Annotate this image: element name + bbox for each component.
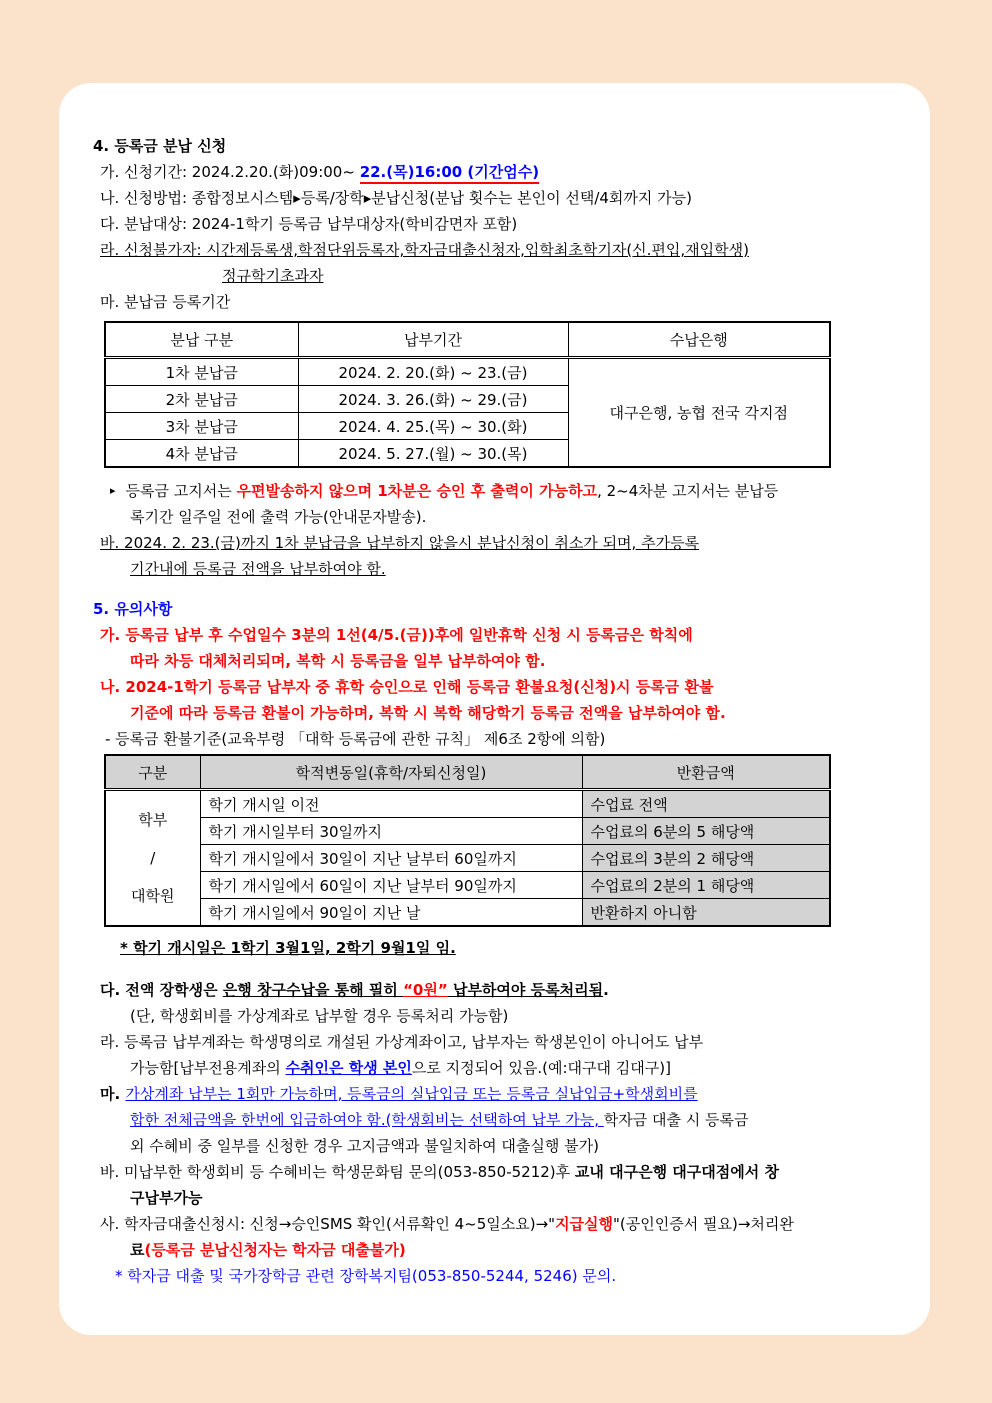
s5-item-loan-2 xyxy=(130,1237,906,1263)
s5-item-leave-1: 가. 등록금 납부 후 수업일수 3분의 1선(4/5.(금))후에 일반휴학 신청 시 등록금은 학칙에 xyxy=(100,626,693,644)
table1-cell-period: 2024. 4. 25.(목) ~ 30.(화) xyxy=(298,413,568,440)
s5-da-pre: 다. 전액 장학생은 xyxy=(100,981,223,999)
s5-item-scholarship-cont: (단, 학생회비를 가상계좌로 납부할 경우 등록처리 가능함) xyxy=(130,1007,509,1025)
table2-group-line: / xyxy=(150,849,156,867)
table-row xyxy=(105,818,830,845)
s5-item-leave-2: 따라 차등 대체처리되며, 복학 시 등록금을 일부 납부하여야 함. xyxy=(130,652,546,670)
table1-cell-period: 2024. 3. 26.(화) ~ 29.(금) xyxy=(298,386,568,413)
s5-item-account-1: 라. 등록금 납부계좌는 학생명의로 개설된 가상계좌이고, 납부자는 학생본인이 아니어도 납부 xyxy=(100,1033,704,1051)
table-row xyxy=(105,845,830,872)
s5-refund-rule-reference: - 등록금 환불기준(교육부령 「대학 등록금에 관한 규칙」 제6조 2항에 의함) xyxy=(105,730,606,748)
s4-item-target: 다. 분납대상: 2024-1학기 등록금 납부대상자(학비감면자 포함) xyxy=(100,215,518,233)
table2-cell-amount: 수업료 전액 xyxy=(582,790,830,818)
s5-item-refund-1: 나. 2024-1학기 등록금 납부자 중 휴학 승인으로 인해 등록금 환불요청(신청)시 등록금 환불 xyxy=(100,678,714,696)
table2-cell-date: 학기 개시일에서 90일이 지난 날 xyxy=(200,899,582,927)
s5-ra2-pre: 가능함[납부전용계좌의 xyxy=(130,1059,286,1077)
table2-cell-date: 학기 개시일 이전 xyxy=(200,790,582,818)
note-cancellation xyxy=(100,530,906,556)
note-cancellation-text: 바. 2024. 2. 23.(금)까지 1차 분납금을 납부하지 않을시 분납신청이 취소가 되며, 추가등록 xyxy=(100,534,700,552)
s5-da-period: . xyxy=(603,981,609,999)
s5-item-virtual-account-3: 외 수혜비 중 일부를 신청한 경우 고지금액과 불일치하여 대출실행 불가) xyxy=(130,1137,599,1155)
s4-item-not-allowed xyxy=(100,237,906,263)
installment-schedule-table xyxy=(104,321,831,468)
s5-da-underline2: 납부하여야 등록처리됨 xyxy=(447,981,604,999)
triangle-bullet-icon: ▸ xyxy=(110,484,116,497)
s5-ra2-payee: 수취인은 학생 본인 xyxy=(285,1059,412,1077)
table1-cell-division: 2차 분납금 xyxy=(105,386,298,413)
s4-ra-text: 라. 신청불가자: 시간제등록생,학점단위등록자,학자금대출신청자,입학최초학기자(신.편입,재입학생) xyxy=(100,241,749,259)
table1-header-bank: 수납은행 xyxy=(568,322,830,358)
s5-item-loan-1 xyxy=(100,1211,906,1237)
table2-cell-amount: 수업료의 6분의 5 해당액 xyxy=(582,818,830,845)
s5-item-unpaid-fee-1 xyxy=(100,1159,906,1185)
table-row xyxy=(105,872,830,899)
table2-cell-amount: 반환하지 아니함 xyxy=(582,899,830,927)
s5-ba-bold: 교내 대구은행 대구대점에서 창 xyxy=(574,1163,779,1181)
s4-ra2-text: 정규학기초과자 xyxy=(222,267,324,285)
table2-header-change-date: 학적변동일(휴학/자퇴신청일) xyxy=(200,755,582,790)
s4-item-application-method: 나. 신청방법: 종합정보시스템▸등록/장학▸분납신청(분납 횟수는 본인이 선택/4회까지 가능) xyxy=(100,189,692,207)
s5-item-scholarship xyxy=(100,977,906,1003)
s4-ga-deadline: 22.(목)16:00 (기간엄수) xyxy=(360,163,539,184)
s5-ma-blue-2: 합한 전체금액을 한번에 입금하여야 함.(학생회비는 선택하여 납부 가능, xyxy=(130,1111,604,1129)
s5-sa2-red: (등록금 분납신청자는 학자금 대출불가) xyxy=(144,1241,406,1259)
document-content xyxy=(59,83,930,1289)
table1-cell-period: 2024. 5. 27.(월) ~ 30.(목) xyxy=(298,440,568,468)
s5-item-virtual-account-1 xyxy=(100,1081,906,1107)
table2-cell-date: 학기 개시일에서 30일이 지난 날부터 60일까지 xyxy=(200,845,582,872)
table1-header-division: 분납 구분 xyxy=(105,322,298,358)
s4-item-application-period xyxy=(100,159,906,185)
table2-header-row xyxy=(105,755,830,790)
table2-group-cell xyxy=(105,790,200,927)
table1-header-row xyxy=(105,322,830,358)
s5-da-zero-won: “0원” xyxy=(403,981,448,999)
table1-cell-division: 1차 분납금 xyxy=(105,358,298,386)
table1-cell-division: 4차 분납금 xyxy=(105,440,298,468)
s4-ga-text: 가. 신청기간: 2024.2.20.(화)09:00~ xyxy=(100,163,360,181)
s4-item-not-allowed-cont xyxy=(222,263,906,289)
s5-item-virtual-account-2 xyxy=(130,1107,906,1133)
section5-title: 5. 유의사항 xyxy=(93,600,173,618)
table2-footnote xyxy=(120,935,906,961)
note-cancellation-cont-text: 기간내에 등록금 전액을 납부하여야 함. xyxy=(130,560,386,578)
document-card xyxy=(59,83,930,1335)
s5-item-account-2 xyxy=(130,1055,906,1081)
s5-sa-execute: 지급실행 xyxy=(555,1215,614,1233)
s5-item-refund-2: 기준에 따라 등록금 환불이 가능하며, 복학 시 복학 해당학기 등록금 전액을 납부하여야 함. xyxy=(130,704,726,722)
table2-group-line: 학부 xyxy=(138,811,168,829)
table2-header-refund-amount: 반환금액 xyxy=(582,755,830,790)
s5-ra2-post: 으로 지정되어 있음.(예:대구대 김대구)] xyxy=(411,1059,671,1077)
table2-cell-amount: 수업료의 2분의 1 해당액 xyxy=(582,872,830,899)
note-bill-delivery-cont: 록기간 일주일 전에 출력 가능(안내문자발송). xyxy=(130,508,427,526)
s5-ma-blue-1: 가상계좌 납부는 1회만 가능하며, 등록금의 실납입금 또는 등록금 실납입금+학생회비를 xyxy=(125,1085,698,1103)
table-row xyxy=(105,358,830,386)
s5-sa2-black: 료 xyxy=(130,1241,145,1259)
section4-title: 4. 등록금 분납 신청 xyxy=(93,137,227,155)
table1-cell-period: 2024. 2. 20.(화) ~ 23.(금) xyxy=(298,358,568,386)
table2-cell-date: 학기 개시일부터 30일까지 xyxy=(200,818,582,845)
table1-header-period: 납부기간 xyxy=(298,322,568,358)
s5-sa-pre: 사. 학자금대출신청시: 신청→승인SMS 확인(서류확인 4~5일소요)→" xyxy=(100,1215,556,1233)
table-row xyxy=(105,790,830,818)
note-pre: 등록금 고지서는 xyxy=(125,482,237,500)
note-post: , 2~4차분 고지서는 분납등 xyxy=(597,482,779,500)
table2-footnote-text: * 학기 개시일은 1학기 3월1일, 2학기 9월1일 임. xyxy=(120,939,456,957)
s5-item-unpaid-fee-2: 구납부가능 xyxy=(130,1189,203,1207)
table2-group-line: 대학원 xyxy=(131,887,175,905)
refund-criteria-table xyxy=(104,754,831,927)
table2-header-division: 구분 xyxy=(105,755,200,790)
s5-sa-mid: "(공인인증서 필요)→처리완 xyxy=(613,1215,794,1233)
s5-ba-pre: 바. 미납부한 학생회비 등 수혜비는 학생문화팀 문의(053-850-5212)후 xyxy=(100,1163,575,1181)
note-cancellation-cont xyxy=(130,556,906,582)
table1-cell-bank: 대구은행, 농협 전국 각지점 xyxy=(568,358,830,468)
table1-cell-division: 3차 분납금 xyxy=(105,413,298,440)
s5-da-underline1: 은행 창구수납을 통해 필히 xyxy=(222,981,404,999)
s5-ma-label: 마. xyxy=(100,1085,126,1103)
table2-cell-amount: 수업료의 3분의 2 해당액 xyxy=(582,845,830,872)
table-row xyxy=(105,899,830,927)
s5-loan-contact: * 학자금 대출 및 국가장학금 관련 장학복지팀(053-850-5244, 5246) 문의. xyxy=(115,1267,617,1285)
s4-item-registration-period: 마. 분납금 등록기간 xyxy=(100,293,231,311)
table2-cell-date: 학기 개시일에서 60일이 지난 날부터 90일까지 xyxy=(200,872,582,899)
s5-ma-post: 학자금 대출 시 등록금 xyxy=(603,1111,749,1129)
note-bill-delivery xyxy=(110,478,906,504)
note-red-emphasis: 우편발송하지 않으며 1차분은 승인 후 출력이 가능하고 xyxy=(236,482,598,500)
